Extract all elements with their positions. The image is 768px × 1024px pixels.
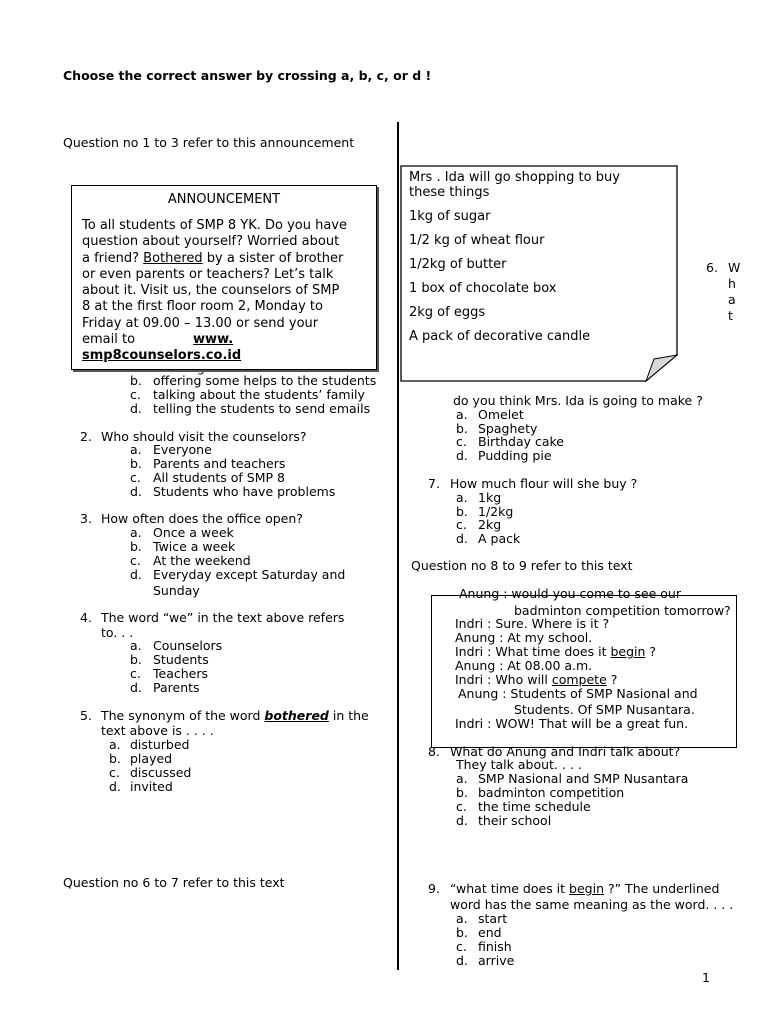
q8-b-letter: b. xyxy=(456,785,468,800)
q4-text-cont: to. . . xyxy=(101,625,134,640)
dialog-line: Indri : WOW! That will be a great fun. xyxy=(455,716,689,731)
announcement-line: 8 at the first floor room 2, Monday to xyxy=(82,299,323,315)
announcement-line: or even parents or teachers? Let’s talk xyxy=(82,266,334,282)
q7-c-letter: c. xyxy=(456,517,467,532)
note-line: Mrs . Ida will go shopping to buy xyxy=(409,170,620,185)
q9-text: “what time does it begin ?” The underlined xyxy=(450,881,720,896)
q8-d-letter: d. xyxy=(456,813,468,828)
q5-b: played xyxy=(130,751,173,766)
q9-b-letter: b. xyxy=(456,925,468,940)
dialog-line: Indri : Sure. Where is it ? xyxy=(455,616,610,631)
q9-c: finish xyxy=(478,939,512,954)
dialog-line: Anung : At 08.00 a.m. xyxy=(455,658,593,673)
column-divider xyxy=(397,122,399,970)
q6-b-letter: b. xyxy=(456,421,468,436)
q1-option-d-letter: d. xyxy=(130,401,142,416)
q2-b: Parents and teachers xyxy=(153,456,286,471)
q7-a: 1kg xyxy=(478,490,502,505)
q3-d-cont: Sunday xyxy=(153,583,200,598)
announcement-box xyxy=(71,185,377,370)
q6-letter: t xyxy=(728,308,733,323)
q6-a: Omelet xyxy=(478,407,524,422)
ref-q6-7: Question no 6 to 7 refer to this text xyxy=(63,875,285,890)
q2-c-letter: c. xyxy=(130,470,141,485)
page-number: 1 xyxy=(702,970,710,985)
q6-c-letter: c. xyxy=(456,434,467,449)
q9-d: arrive xyxy=(478,953,515,968)
q4-d: Parents xyxy=(153,680,200,695)
q6-c: Birthday cake xyxy=(478,434,564,449)
website-link[interactable]: smp8counselors.co.id xyxy=(82,348,242,364)
q3-a-letter: a. xyxy=(130,525,142,540)
announcement-line xyxy=(82,348,370,364)
q6-letter: a xyxy=(728,292,736,307)
note-line: these things xyxy=(409,185,490,200)
q6-number: 6. xyxy=(706,260,718,275)
q8-d: their school xyxy=(478,813,552,828)
q3-number: 3. xyxy=(80,511,92,526)
q5-text-cont: text above is . . . . xyxy=(101,723,214,738)
q3-b-letter: b. xyxy=(130,539,142,554)
q7-d-letter: d. xyxy=(456,531,468,546)
q7-number: 7. xyxy=(428,476,440,491)
q8-text-cont: They talk about. . . . xyxy=(456,757,582,772)
ref-q1-3: Question no 1 to 3 refer to this announcement xyxy=(63,135,355,150)
announcement-title: ANNOUNCEMENT xyxy=(167,192,281,207)
q9-b: end xyxy=(478,925,502,940)
q2-a-letter: a. xyxy=(130,442,142,457)
q7-c: 2kg xyxy=(478,517,502,532)
q4-b-letter: b. xyxy=(130,652,142,667)
q8-a: SMP Nasional and SMP Nusantara xyxy=(478,771,689,786)
q5-c-letter: c. xyxy=(109,765,120,780)
q9-number: 9. xyxy=(428,881,440,896)
q3-b: Twice a week xyxy=(153,539,236,554)
q5-text: The synonym of the word bothered in the xyxy=(101,708,369,723)
q5-b-letter: b. xyxy=(109,751,121,766)
q4-number: 4. xyxy=(80,610,92,625)
q5-d: invited xyxy=(130,779,173,794)
q3-d: Everyday except Saturday and xyxy=(153,567,346,582)
announcement-body xyxy=(82,218,370,365)
q2-a: Everyone xyxy=(153,442,212,457)
q8-number: 8. xyxy=(428,744,440,759)
announcement-line: question about yourself? Worried about xyxy=(82,234,340,250)
q2-b-letter: b. xyxy=(130,456,142,471)
note-item: 1kg of sugar xyxy=(409,209,491,224)
q1-option-c-letter: c. xyxy=(130,387,141,402)
note-item: 1/2 kg of wheat flour xyxy=(409,233,545,248)
q5-a-letter: a. xyxy=(109,737,121,752)
shopping-note xyxy=(400,165,678,382)
q3-text: How often does the office open? xyxy=(101,511,303,526)
q9-text-cont: word has the same meaning as the word. . . . xyxy=(450,897,734,912)
q2-c: All students of SMP 8 xyxy=(153,470,285,485)
q6-letter: W xyxy=(728,260,741,275)
announcement-line: email to www. xyxy=(82,332,234,348)
dialog-line: Indri : What time does it begin ? xyxy=(455,644,657,659)
q3-a: Once a week xyxy=(153,525,234,540)
q3-c-letter: c. xyxy=(130,553,141,568)
q7-a-letter: a. xyxy=(456,490,468,505)
q6-a-letter: a. xyxy=(456,407,468,422)
q8-b: badminton competition xyxy=(478,785,625,800)
q4-d-letter: d. xyxy=(130,680,142,695)
q2-number: 2. xyxy=(80,429,92,444)
q2-text: Who should visit the counselors? xyxy=(101,429,307,444)
q7-text: How much flour will she buy ? xyxy=(450,476,638,491)
q1-option-c: talking about the students’ family xyxy=(153,387,365,402)
q8-c: the time schedule xyxy=(478,799,591,814)
q6-text: do you think Mrs. Ida is going to make ? xyxy=(453,393,703,408)
q7-d: A pack xyxy=(478,531,521,546)
q2-d-letter: d. xyxy=(130,484,142,499)
q7-b-letter: b. xyxy=(456,504,468,519)
note-item: 2kg of eggs xyxy=(409,305,486,320)
q8-text: What do Anung and Indri talk about? xyxy=(450,744,681,759)
q4-c-letter: c. xyxy=(130,666,141,681)
note-item: 1/2kg of butter xyxy=(409,257,507,272)
announcement-line: a friend? Bothered by a sister of brother xyxy=(82,250,344,266)
q3-c: At the weekend xyxy=(153,553,251,568)
q7-b: 1/2kg xyxy=(478,504,514,519)
q5-number: 5. xyxy=(80,708,92,723)
announcement-line: about it. Visit us, the counselors of SMP xyxy=(82,283,340,299)
q6-b: Spaghety xyxy=(478,421,538,436)
q5-c: discussed xyxy=(130,765,192,780)
q3-d-letter: d. xyxy=(130,567,142,582)
dialog-line: Anung : At my school. xyxy=(455,630,593,645)
q9-a-letter: a. xyxy=(456,911,468,926)
dialog-line: Students. Of SMP Nusantara. xyxy=(514,702,695,717)
q8-c-letter: c. xyxy=(456,799,467,814)
instructions: Choose the correct answer by crossing a, b, c, or d ! xyxy=(63,68,432,83)
q4-c: Teachers xyxy=(153,666,208,681)
announcement-line: Friday at 09.00 – 13.00 or send your xyxy=(82,315,319,331)
note-item: A pack of decorative candle xyxy=(409,329,591,344)
q4-b: Students xyxy=(153,652,209,667)
q9-d-letter: d. xyxy=(456,953,468,968)
q1-option-b: offering some helps to the students xyxy=(153,373,377,388)
q4-text: The word “we” in the text above refers xyxy=(101,610,345,625)
q4-a-letter: a. xyxy=(130,638,142,653)
q9-a: start xyxy=(478,911,508,926)
ref-q8-9: Question no 8 to 9 refer to this text xyxy=(411,558,633,573)
website-link[interactable]: www. xyxy=(193,332,234,348)
note-item: 1 box of chocolate box xyxy=(409,281,557,296)
q5-a: disturbed xyxy=(130,737,190,752)
q6-d: Pudding pie xyxy=(478,448,552,463)
q6-letter: h xyxy=(728,276,736,291)
announcement-line: To all students of SMP 8 YK. Do you have xyxy=(82,218,347,233)
q2-d: Students who have problems xyxy=(153,484,336,499)
dialog-line: badminton competition tomorrow? xyxy=(514,603,731,618)
dialog-line: Anung : Students of SMP Nasional and xyxy=(458,686,698,701)
q5-d-letter: d. xyxy=(109,779,121,794)
q1-option-b-letter: b. xyxy=(130,373,142,388)
dialog-line: Anung : would you come to see our xyxy=(459,586,681,601)
dialog-line: Indri : Who will compete ? xyxy=(455,672,618,687)
q9-c-letter: c. xyxy=(456,939,467,954)
q1-option-d: telling the students to send emails xyxy=(153,401,371,416)
q6-d-letter: d. xyxy=(456,448,468,463)
q8-a-letter: a. xyxy=(456,771,468,786)
q4-a: Counselors xyxy=(153,638,223,653)
